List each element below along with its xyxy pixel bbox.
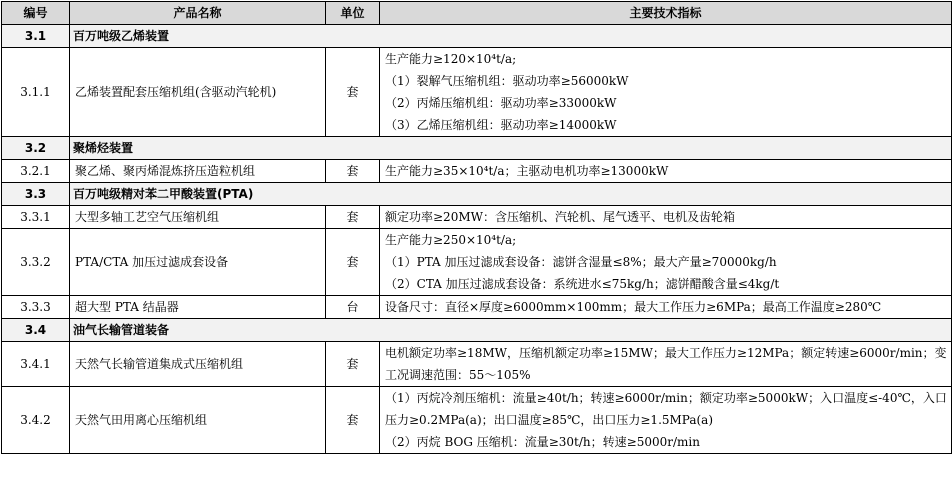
row-code: 3.3.3 xyxy=(2,296,70,319)
row-code: 3.1.1 xyxy=(2,48,70,137)
row-product-name: 聚乙烯、聚丙烯混炼挤压造粒机组 xyxy=(70,160,326,183)
spec-line: 生产能力≥35×10⁴t/a；主驱动电机功率≥13000kW xyxy=(385,164,669,178)
spec-line: 生产能力≥120×10⁴t/a; xyxy=(385,52,517,66)
section-row xyxy=(2,183,952,206)
spec-line: （2）丙烷 BOG 压缩机：流量≥30t/h；转速≥5000r/min xyxy=(385,435,700,449)
spec-line: （2）丙烯压缩机组：驱动功率≥33000kW xyxy=(385,96,617,110)
row-product-name: 天然气长输管道集成式压缩机组 xyxy=(70,342,326,387)
table-row xyxy=(2,296,952,319)
row-product-name: 天然气田用离心压缩机组 xyxy=(70,387,326,454)
spec-line: 生产能力≥250×10⁴t/a; xyxy=(385,233,517,247)
row-unit: 套 xyxy=(326,387,380,454)
row-spec xyxy=(380,342,952,387)
header-code: 编号 xyxy=(2,2,70,25)
table-row xyxy=(2,229,952,296)
spec-line: （1）PTA 加压过滤成套设备：滤饼含湿量≤8%；最大产量≥70000kg/h xyxy=(385,255,777,269)
header-unit: 单位 xyxy=(326,2,380,25)
product-spec-table xyxy=(1,1,952,454)
section-title: 油气长输管道装备 xyxy=(70,319,952,342)
section-code: 3.1 xyxy=(2,25,70,48)
row-unit: 套 xyxy=(326,160,380,183)
table-row xyxy=(2,387,952,454)
row-product-name: 大型多轴工艺空气压缩机组 xyxy=(70,206,326,229)
spec-line: 设备尺寸：直径×厚度≥6000mm×100mm；最大工作压力≥6MPa；最高工作温度≥280℃ xyxy=(385,300,882,314)
row-code: 3.4.2 xyxy=(2,387,70,454)
row-product-name: 乙烯装置配套压缩机组(含驱动汽轮机) xyxy=(70,48,326,137)
spec-line: 额定功率≥20MW：含压缩机、汽轮机、尾气透平、电机及齿轮箱 xyxy=(385,210,735,224)
row-spec xyxy=(380,160,952,183)
row-code: 3.3.1 xyxy=(2,206,70,229)
section-title: 聚烯烃装置 xyxy=(70,137,952,160)
row-unit: 套 xyxy=(326,342,380,387)
table-row xyxy=(2,48,952,137)
row-spec xyxy=(380,229,952,296)
section-code: 3.2 xyxy=(2,137,70,160)
row-product-name: PTA/CTA 加压过滤成套设备 xyxy=(70,229,326,296)
table-row xyxy=(2,206,952,229)
table-row xyxy=(2,160,952,183)
section-title: 百万吨级乙烯装置 xyxy=(70,25,952,48)
row-unit: 台 xyxy=(326,296,380,319)
spec-line: （3）乙烯压缩机组：驱动功率≥14000kW xyxy=(385,118,617,132)
row-spec xyxy=(380,296,952,319)
row-spec xyxy=(380,206,952,229)
section-code: 3.3 xyxy=(2,183,70,206)
section-row xyxy=(2,25,952,48)
spec-line: （1）丙烷冷剂压缩机：流量≥40t/h；转速≥6000r/min；额定功率≥5000kW；入口温度≤-40℃，入口压力≥0.2MPa(a)；出口温度≥85℃，出口压力≥1.5MPa(a) xyxy=(385,391,947,427)
section-title: 百万吨级精对苯二甲酸装置(PTA) xyxy=(70,183,952,206)
row-code: 3.2.1 xyxy=(2,160,70,183)
table-header-row xyxy=(2,2,952,25)
row-spec xyxy=(380,387,952,454)
section-row xyxy=(2,137,952,160)
spec-line: （1）裂解气压缩机组：驱动功率≥56000kW xyxy=(385,74,629,88)
header-spec: 主要技术指标 xyxy=(380,2,952,25)
header-product-name: 产品名称 xyxy=(70,2,326,25)
table-row xyxy=(2,342,952,387)
row-unit: 套 xyxy=(326,206,380,229)
spec-line: 电机额定功率≥18MW，压缩机额定功率≥15MW；最大工作压力≥12MPa；额定转速≥6000r/min；变工况调速范围：55～105% xyxy=(385,346,947,382)
row-unit: 套 xyxy=(326,48,380,137)
row-product-name: 超大型 PTA 结晶器 xyxy=(70,296,326,319)
row-code: 3.3.2 xyxy=(2,229,70,296)
section-row xyxy=(2,319,952,342)
section-code: 3.4 xyxy=(2,319,70,342)
spec-line: （2）CTA 加压过滤成套设备：系统进水≤75kg/h；滤饼醋酸含量≤4kg/t xyxy=(385,277,780,291)
row-unit: 套 xyxy=(326,229,380,296)
row-spec xyxy=(380,48,952,137)
row-code: 3.4.1 xyxy=(2,342,70,387)
